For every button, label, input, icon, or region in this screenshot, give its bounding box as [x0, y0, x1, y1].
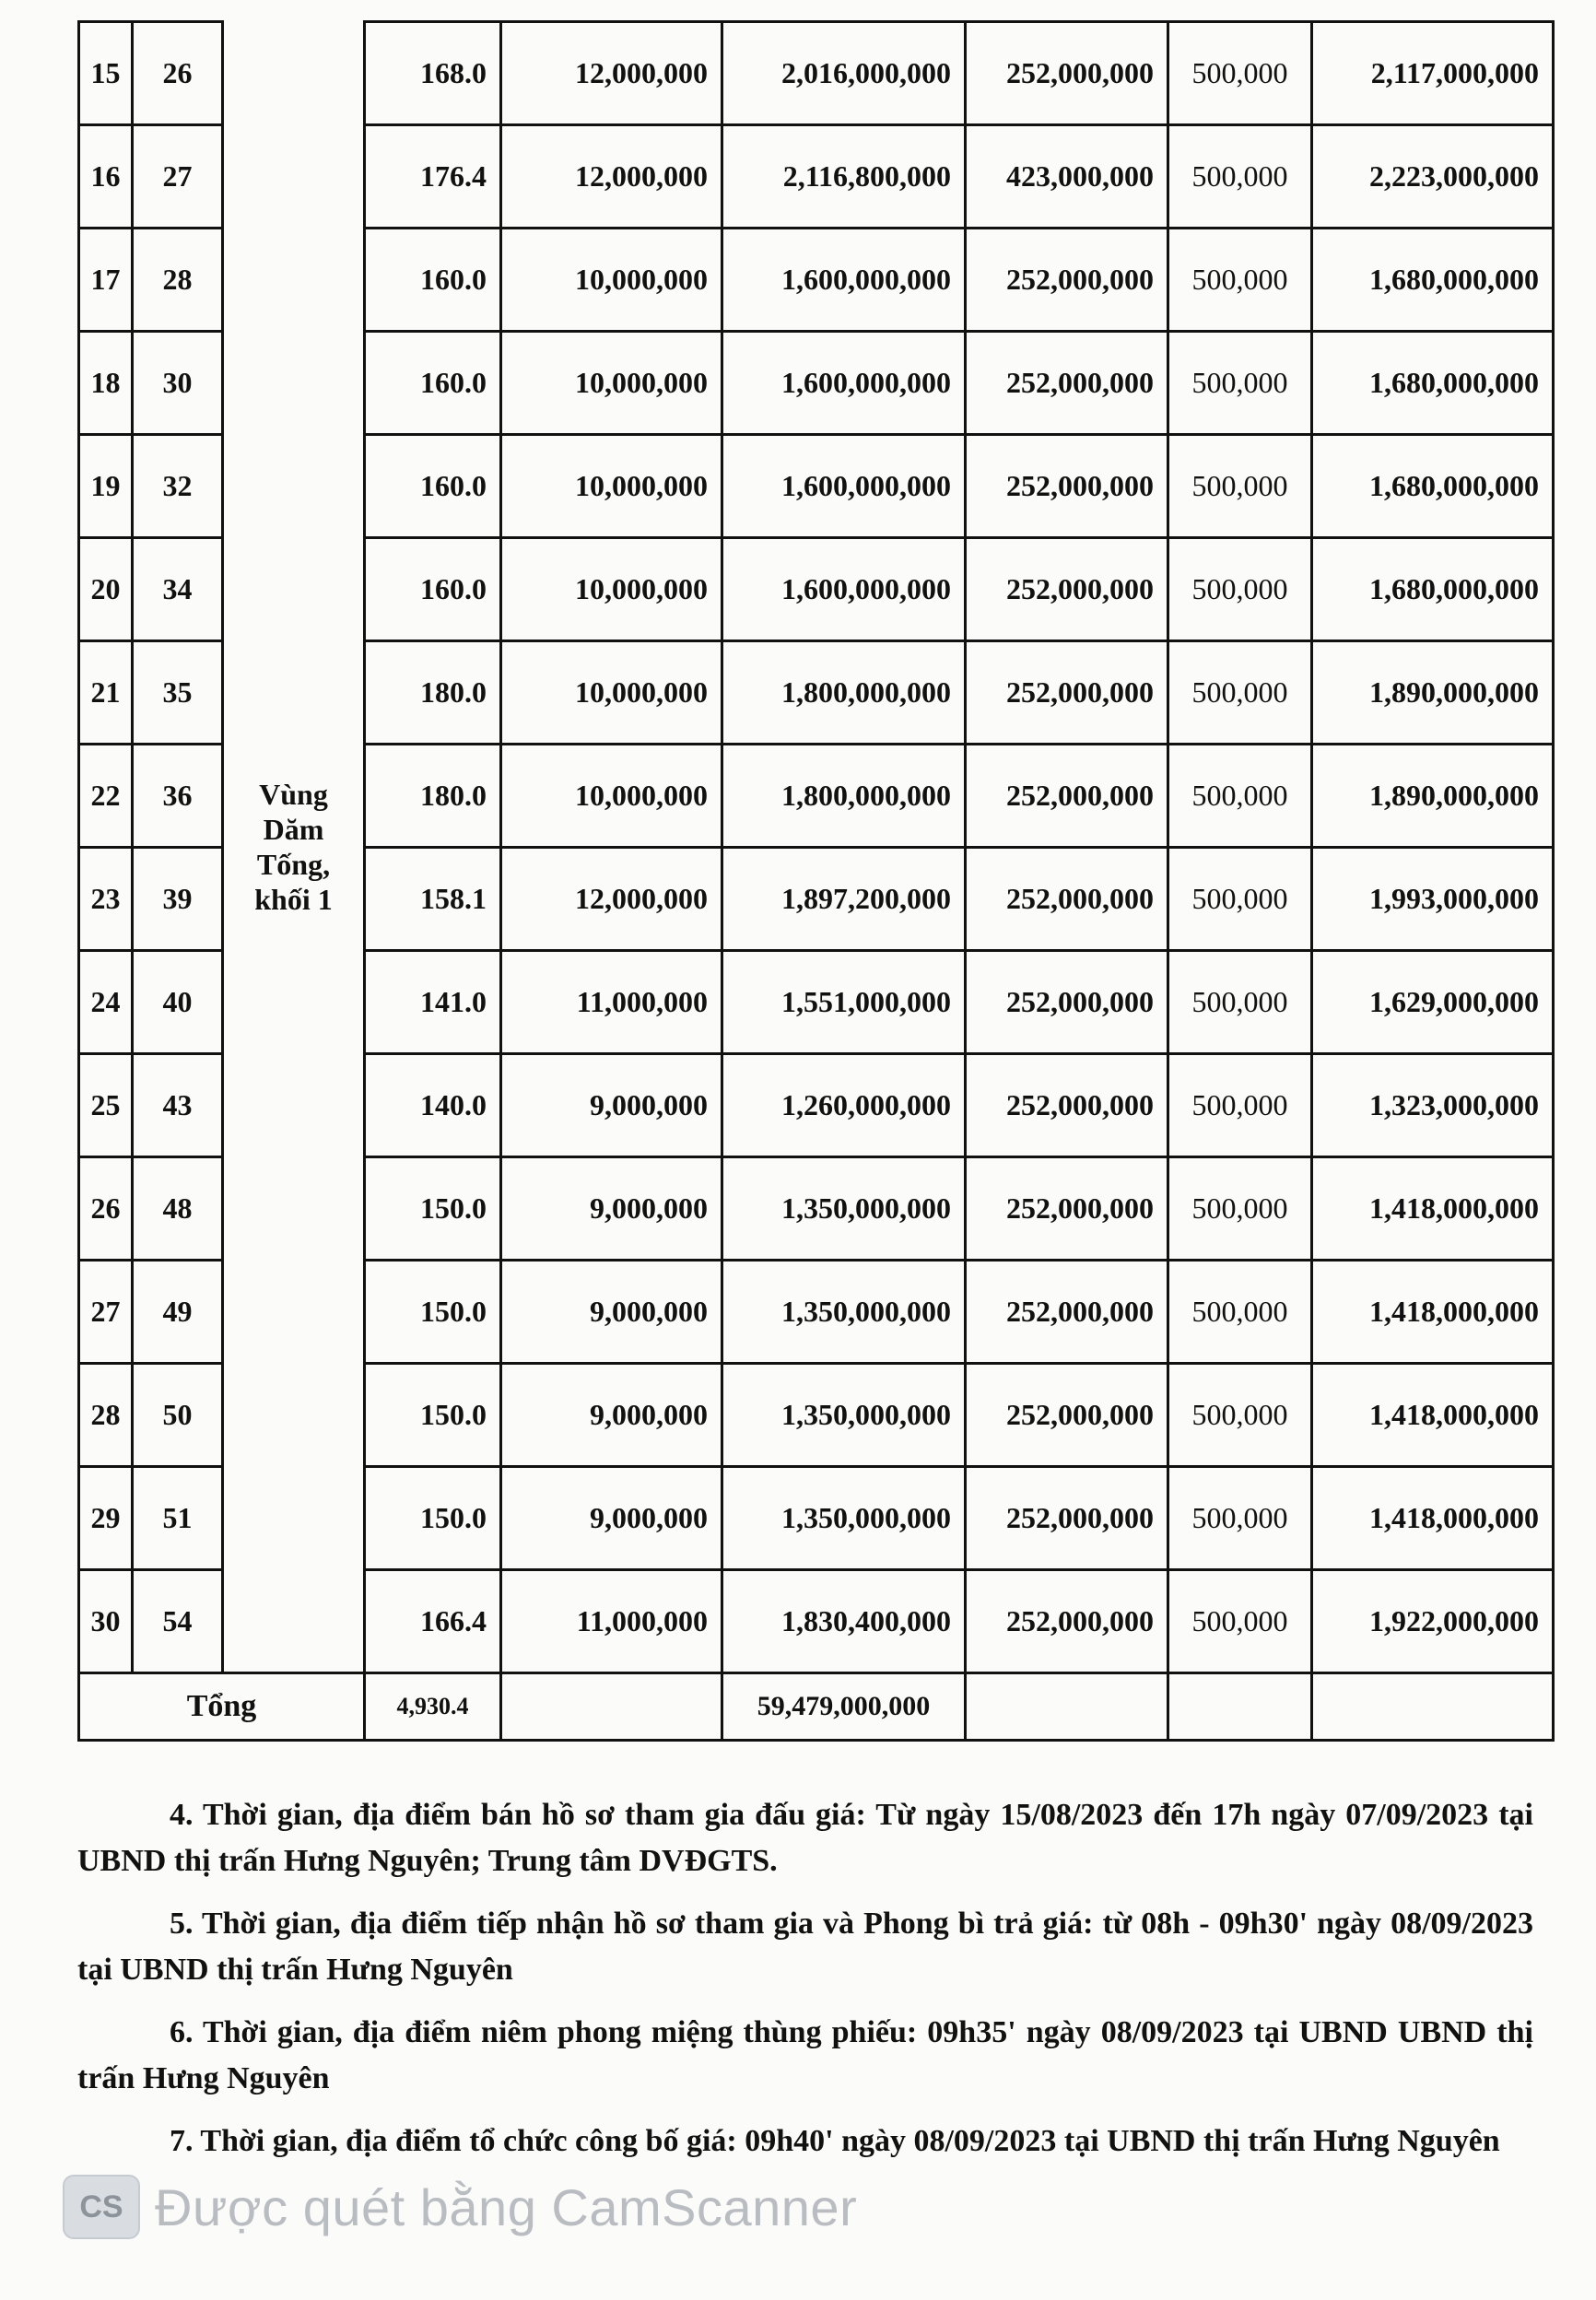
- document-fee-cell: 500,000: [1168, 22, 1312, 125]
- unit-price-cell: 9,000,000: [501, 1467, 722, 1570]
- price-step-cell: 252,000,000: [966, 229, 1168, 332]
- unit-price-cell: 10,000,000: [501, 538, 722, 641]
- total-empty-cell: [501, 1673, 722, 1741]
- document-fee-cell: 500,000: [1168, 332, 1312, 435]
- row-number: 20: [79, 538, 133, 641]
- row-number: 24: [79, 951, 133, 1054]
- camscanner-logo-icon: CS: [63, 2175, 140, 2239]
- starting-value-cell: 1,350,000,000: [722, 1467, 966, 1570]
- area-cell: 180.0: [365, 641, 501, 745]
- document-fee-cell: 500,000: [1168, 229, 1312, 332]
- total-cell: 1,323,000,000: [1312, 1054, 1554, 1157]
- total-empty-cell: [966, 1673, 1168, 1741]
- unit-price-cell: 10,000,000: [501, 641, 722, 745]
- starting-value-cell: 1,350,000,000: [722, 1261, 966, 1364]
- starting-value-cell: 1,800,000,000: [722, 641, 966, 745]
- note-item-4: 4. Thời gian, địa điểm bán hồ sơ tham gia đấu giá: Từ ngày 15/08/2023 đến 17h ngày 07/09/2023 tại UBND thị trấn Hưng Nguyên; Trung tâm DVĐGTS.: [77, 1798, 1533, 1878]
- document-fee-cell: 500,000: [1168, 538, 1312, 641]
- lot-number: 39: [133, 848, 223, 951]
- lot-number: 51: [133, 1467, 223, 1570]
- total-cell: 1,418,000,000: [1312, 1467, 1554, 1570]
- starting-value-cell: 1,551,000,000: [722, 951, 966, 1054]
- unit-price-cell: 9,000,000: [501, 1261, 722, 1364]
- note-item-6: 6. Thời gian, địa điểm niêm phong miệng thùng phiếu: 09h35' ngày 08/09/2023 tại UBND UBND thị trấn Hưng Nguyên: [77, 2015, 1533, 2095]
- unit-price-cell: 10,000,000: [501, 435, 722, 538]
- total-cell: 1,890,000,000: [1312, 745, 1554, 848]
- document-fee-cell: 500,000: [1168, 1157, 1312, 1261]
- table-row: [79, 22, 1554, 125]
- price-step-cell: 252,000,000: [966, 1570, 1168, 1673]
- total-cell: 1,680,000,000: [1312, 538, 1554, 641]
- price-step-cell: 252,000,000: [966, 745, 1168, 848]
- row-number: 17: [79, 229, 133, 332]
- table-body: [79, 22, 1554, 1741]
- starting-value-cell: 1,260,000,000: [722, 1054, 966, 1157]
- row-number: 21: [79, 641, 133, 745]
- starting-value-cell: 1,600,000,000: [722, 229, 966, 332]
- starting-value-cell: 1,830,400,000: [722, 1570, 966, 1673]
- document-fee-cell: 500,000: [1168, 1364, 1312, 1467]
- unit-price-cell: 9,000,000: [501, 1364, 722, 1467]
- unit-price-cell: 10,000,000: [501, 229, 722, 332]
- document-fee-cell: 500,000: [1168, 745, 1312, 848]
- total-cell: 1,418,000,000: [1312, 1157, 1554, 1261]
- auction-lots-table: [77, 20, 1555, 1742]
- area-cell: 150.0: [365, 1261, 501, 1364]
- document-fee-cell: 500,000: [1168, 435, 1312, 538]
- lot-number: 26: [133, 22, 223, 125]
- area-cell: 150.0: [365, 1467, 501, 1570]
- price-step-cell: 252,000,000: [966, 1364, 1168, 1467]
- starting-value-cell: 1,350,000,000: [722, 1157, 966, 1261]
- starting-value-cell: 1,600,000,000: [722, 435, 966, 538]
- row-number: 15: [79, 22, 133, 125]
- lot-number: 48: [133, 1157, 223, 1261]
- total-cell: 1,922,000,000: [1312, 1570, 1554, 1673]
- row-number: 22: [79, 745, 133, 848]
- document-fee-cell: 500,000: [1168, 951, 1312, 1054]
- area-cell: 141.0: [365, 951, 501, 1054]
- row-number: 19: [79, 435, 133, 538]
- price-step-cell: 252,000,000: [966, 951, 1168, 1054]
- price-step-cell: 252,000,000: [966, 848, 1168, 951]
- unit-price-cell: 12,000,000: [501, 125, 722, 229]
- unit-price-cell: 9,000,000: [501, 1054, 722, 1157]
- price-step-cell: 252,000,000: [966, 538, 1168, 641]
- price-step-cell: 252,000,000: [966, 22, 1168, 125]
- starting-value-cell: 1,800,000,000: [722, 745, 966, 848]
- row-number: 27: [79, 1261, 133, 1364]
- price-step-cell: 252,000,000: [966, 1157, 1168, 1261]
- starting-value-cell: 1,897,200,000: [722, 848, 966, 951]
- row-number: 18: [79, 332, 133, 435]
- row-number: 30: [79, 1570, 133, 1673]
- unit-price-cell: 12,000,000: [501, 22, 722, 125]
- lot-number: 32: [133, 435, 223, 538]
- watermark-text: Được quét bằng CamScanner: [155, 2177, 858, 2236]
- total-cell: 2,223,000,000: [1312, 125, 1554, 229]
- total-cell: 1,993,000,000: [1312, 848, 1554, 951]
- area-cell: 180.0: [365, 745, 501, 848]
- area-cell: 160.0: [365, 435, 501, 538]
- lot-number: 54: [133, 1570, 223, 1673]
- starting-value-cell: 1,350,000,000: [722, 1364, 966, 1467]
- document-fee-cell: 500,000: [1168, 641, 1312, 745]
- lot-number: 30: [133, 332, 223, 435]
- total-cell: 1,680,000,000: [1312, 332, 1554, 435]
- starting-value-cell: 2,016,000,000: [722, 22, 966, 125]
- price-step-cell: 252,000,000: [966, 1054, 1168, 1157]
- area-cell: 160.0: [365, 332, 501, 435]
- lot-number: 36: [133, 745, 223, 848]
- document-fee-cell: 500,000: [1168, 1261, 1312, 1364]
- price-step-cell: 423,000,000: [966, 125, 1168, 229]
- starting-value-cell: 1,600,000,000: [722, 538, 966, 641]
- price-step-cell: 252,000,000: [966, 1467, 1168, 1570]
- area-cell: 140.0: [365, 1054, 501, 1157]
- area-cell: 166.4: [365, 1570, 501, 1673]
- row-number: 23: [79, 848, 133, 951]
- lot-number: 43: [133, 1054, 223, 1157]
- area-cell: 160.0: [365, 229, 501, 332]
- area-cell: 150.0: [365, 1364, 501, 1467]
- document-fee-cell: 500,000: [1168, 1467, 1312, 1570]
- lot-number: 27: [133, 125, 223, 229]
- lot-number: 40: [133, 951, 223, 1054]
- area-cell: 150.0: [365, 1157, 501, 1261]
- total-cell: 1,890,000,000: [1312, 641, 1554, 745]
- total-row: [79, 1673, 1554, 1741]
- area-cell: 168.0: [365, 22, 501, 125]
- row-number: 29: [79, 1467, 133, 1570]
- total-empty-cell: [1312, 1673, 1554, 1741]
- price-step-cell: 252,000,000: [966, 332, 1168, 435]
- document-fee-cell: 500,000: [1168, 1570, 1312, 1673]
- price-step-cell: 252,000,000: [966, 641, 1168, 745]
- lot-number: 28: [133, 229, 223, 332]
- location-cell: Vùng Dăm Tống, khối 1: [223, 22, 365, 1673]
- note-item-5: 5. Thời gian, địa điểm tiếp nhận hồ sơ tham gia và Phong bì trả giá: từ 08h - 09h30' ngày 08/09/2023 tại UBND thị trấn Hưng Nguyên: [77, 1907, 1533, 1987]
- row-number: 26: [79, 1157, 133, 1261]
- notes-section: [77, 1792, 1533, 2165]
- lot-number: 34: [133, 538, 223, 641]
- document-fee-cell: 500,000: [1168, 1054, 1312, 1157]
- total-label: Tổng: [79, 1673, 365, 1741]
- total-area: 4,930.4: [365, 1673, 501, 1741]
- row-number: 28: [79, 1364, 133, 1467]
- price-step-cell: 252,000,000: [966, 435, 1168, 538]
- lot-number: 35: [133, 641, 223, 745]
- starting-value-cell: 2,116,800,000: [722, 125, 966, 229]
- document-fee-cell: 500,000: [1168, 848, 1312, 951]
- document-fee-cell: 500,000: [1168, 125, 1312, 229]
- total-cell: 1,418,000,000: [1312, 1364, 1554, 1467]
- camscanner-watermark: [63, 2175, 857, 2239]
- total-value: 59,479,000,000: [722, 1673, 966, 1741]
- area-cell: 158.1: [365, 848, 501, 951]
- total-cell: 1,629,000,000: [1312, 951, 1554, 1054]
- unit-price-cell: 9,000,000: [501, 1157, 722, 1261]
- unit-price-cell: 12,000,000: [501, 848, 722, 951]
- total-cell: 2,117,000,000: [1312, 22, 1554, 125]
- note-item-7: 7. Thời gian, địa điểm tổ chức công bố giá: 09h40' ngày 08/09/2023 tại UBND thị trấn Hưng Nguyên: [170, 2124, 1500, 2158]
- unit-price-cell: 11,000,000: [501, 951, 722, 1054]
- total-empty-cell: [1168, 1673, 1312, 1741]
- unit-price-cell: 10,000,000: [501, 745, 722, 848]
- starting-value-cell: 1,600,000,000: [722, 332, 966, 435]
- total-cell: 1,418,000,000: [1312, 1261, 1554, 1364]
- lot-number: 49: [133, 1261, 223, 1364]
- lot-number: 50: [133, 1364, 223, 1467]
- unit-price-cell: 10,000,000: [501, 332, 722, 435]
- price-step-cell: 252,000,000: [966, 1261, 1168, 1364]
- row-number: 16: [79, 125, 133, 229]
- total-cell: 1,680,000,000: [1312, 229, 1554, 332]
- row-number: 25: [79, 1054, 133, 1157]
- total-cell: 1,680,000,000: [1312, 435, 1554, 538]
- area-cell: 160.0: [365, 538, 501, 641]
- area-cell: 176.4: [365, 125, 501, 229]
- unit-price-cell: 11,000,000: [501, 1570, 722, 1673]
